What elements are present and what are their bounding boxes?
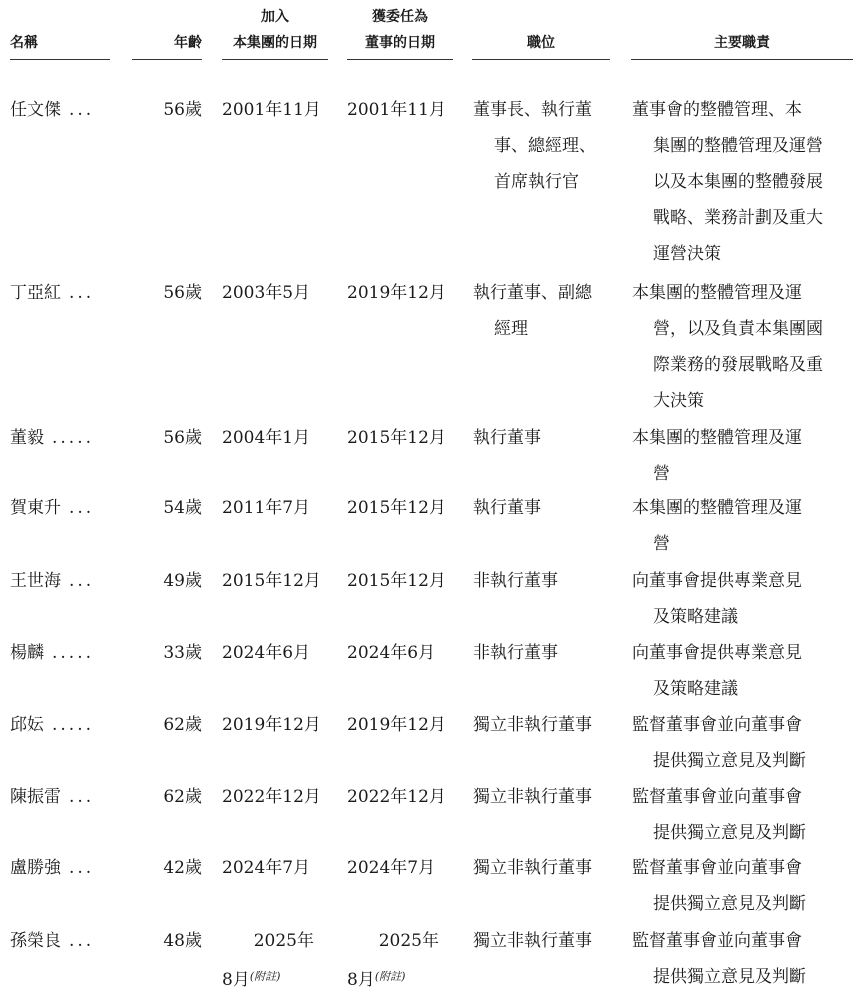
leader-dots: ..... [52, 643, 95, 663]
duties-line: 提供獨立意見及判斷 [653, 823, 806, 843]
director-name-cell [10, 635, 120, 671]
position-line: 獨立非執行董事 [473, 787, 592, 807]
duties-line: 監督董事會並向董事會 [632, 787, 802, 807]
position-line: 執行董事 [473, 428, 541, 448]
header-join-line2: 本集團的日期 [233, 35, 317, 51]
join-date: 2022年12月 [222, 787, 321, 807]
join-date: 2004年1月 [222, 428, 311, 448]
header-join-rule [222, 59, 328, 60]
position-cell [473, 420, 618, 456]
director-name-cell [10, 490, 120, 526]
header-join-line1: 加入 [261, 9, 289, 25]
duties-cell [632, 923, 854, 995]
position-cell [473, 275, 618, 347]
appoint-date [347, 923, 453, 998]
duties-cell [632, 707, 854, 779]
position-cell [473, 850, 618, 886]
appoint-date: 2019年12月 [347, 715, 446, 735]
duties-cell [632, 850, 854, 922]
director-name: 王世海 [10, 571, 61, 591]
director-name: 楊麟 [10, 643, 44, 663]
header-appoint-line1: 獲委任為 [372, 9, 428, 25]
director-name-cell [10, 420, 120, 456]
duties-line: 向董事會提供專業意見 [632, 571, 802, 591]
header-position-rule [472, 59, 610, 60]
join-date-year: 2025年 [253, 931, 314, 951]
note-marker: (附註) [374, 970, 406, 983]
director-age: 33歲 [163, 643, 202, 663]
duties-line: 及策略建議 [653, 607, 738, 627]
duties-line: 營，以及負責本集團國 [653, 319, 823, 339]
header-name-rule [10, 59, 110, 60]
join-date-month-text: 8月 [222, 970, 250, 990]
note-marker: (附註) [249, 970, 281, 983]
header-age-label: 年齡 [174, 35, 202, 51]
duties-line: 戰略、業務計劃及重大 [653, 208, 823, 228]
director-name-cell [10, 923, 120, 959]
duties-line: 監督董事會並向董事會 [632, 715, 802, 735]
header-duties [631, 30, 853, 56]
position-line: 執行董事、副總 [473, 283, 592, 303]
position-line: 執行董事 [473, 498, 541, 518]
position-line: 事、總經理、 [494, 136, 596, 156]
appoint-date: 2024年6月 [347, 643, 436, 663]
director-name: 陳振雷 [10, 787, 61, 807]
position-line: 獨立非執行董事 [473, 715, 592, 735]
duties-line: 提供獨立意見及判斷 [653, 751, 806, 771]
duties-line: 董事會的整體管理、本 [632, 100, 802, 120]
join-date: 2024年7月 [222, 858, 311, 878]
director-name-cell [10, 779, 120, 815]
join-date [222, 923, 328, 998]
header-name [10, 30, 110, 56]
position-cell [473, 92, 618, 200]
director-age: 62歲 [163, 787, 202, 807]
duties-line: 提供獨立意見及判斷 [653, 967, 806, 987]
header-age-rule [132, 59, 202, 60]
duties-line: 監督董事會並向董事會 [632, 931, 802, 951]
join-date: 2024年6月 [222, 643, 311, 663]
appoint-date: 2015年12月 [347, 428, 446, 448]
position-line: 首席執行官 [494, 172, 579, 192]
duties-cell [632, 275, 854, 419]
position-cell [473, 635, 618, 671]
position-cell [473, 923, 618, 959]
director-name-cell [10, 707, 120, 743]
director-age: 56歲 [163, 100, 202, 120]
duties-line: 及策略建議 [653, 679, 738, 699]
duties-cell [632, 490, 854, 562]
duties-cell [632, 563, 854, 635]
join-date: 2011年7月 [222, 498, 311, 518]
leader-dots: ..... [52, 715, 95, 735]
director-name-cell [10, 850, 120, 886]
director-name-cell [10, 563, 120, 599]
director-name: 孫榮良 [10, 931, 61, 951]
leader-dots: ... [69, 858, 95, 878]
duties-line: 大決策 [653, 391, 704, 411]
duties-line: 提供獨立意見及判斷 [653, 894, 806, 914]
position-cell [473, 779, 618, 815]
director-age: 49歲 [163, 571, 202, 591]
duties-line: 向董事會提供專業意見 [632, 643, 802, 663]
duties-cell [632, 635, 854, 707]
header-age [132, 30, 202, 56]
duties-line: 監督董事會並向董事會 [632, 858, 802, 878]
header-appoint-line2: 董事的日期 [365, 35, 435, 51]
director-name: 董毅 [10, 428, 44, 448]
position-line: 非執行董事 [473, 571, 558, 591]
position-line: 獨立非執行董事 [473, 858, 592, 878]
duties-line: 本集團的整體管理及運 [632, 428, 802, 448]
appoint-date: 2001年11月 [347, 100, 446, 120]
director-age: 56歲 [163, 283, 202, 303]
director-name-cell [10, 275, 120, 311]
leader-dots: ... [69, 283, 95, 303]
director-name-cell [10, 92, 120, 128]
leader-dots: ... [69, 787, 95, 807]
header-duties-rule [631, 59, 853, 60]
duties-line: 本集團的整體管理及運 [632, 283, 802, 303]
leader-dots: ... [69, 100, 95, 120]
duties-line: 際業務的發展戰略及重 [653, 355, 823, 375]
duties-line: 集團的整體管理及運營 [653, 136, 823, 156]
duties-line: 以及本集團的整體發展 [653, 172, 823, 192]
position-cell [473, 707, 618, 743]
duties-cell [632, 92, 854, 272]
director-name: 邱妘 [10, 715, 44, 735]
header-join-date [222, 4, 328, 56]
director-name: 任文傑 [10, 100, 61, 120]
join-date: 2019年12月 [222, 715, 321, 735]
appoint-date-year: 2025年 [378, 931, 439, 951]
header-name-label: 名稱 [10, 35, 38, 51]
duties-cell [632, 779, 854, 851]
position-line: 經理 [494, 319, 528, 339]
join-date: 2015年12月 [222, 571, 321, 591]
duties-line: 本集團的整體管理及運 [632, 498, 802, 518]
leader-dots: ..... [52, 428, 95, 448]
director-age: 42歲 [163, 858, 202, 878]
position-line: 非執行董事 [473, 643, 558, 663]
appoint-date: 2022年12月 [347, 787, 446, 807]
position-line: 董事長、執行董 [473, 100, 592, 120]
duties-line: 營 [653, 464, 670, 484]
header-duties-label: 主要職責 [714, 35, 770, 51]
duties-line: 營 [653, 534, 670, 554]
position-cell [473, 563, 618, 599]
duties-cell [632, 420, 854, 492]
leader-dots: ... [69, 571, 95, 591]
director-age: 56歲 [163, 428, 202, 448]
appoint-date-month [347, 959, 453, 998]
director-name: 賀東升 [10, 498, 61, 518]
leader-dots: ... [69, 931, 95, 951]
header-position [472, 30, 610, 56]
join-date-month [222, 959, 328, 998]
appoint-date-month-text: 8月 [347, 970, 375, 990]
appoint-date: 2024年7月 [347, 858, 436, 878]
director-age: 62歲 [163, 715, 202, 735]
appoint-date: 2015年12月 [347, 571, 446, 591]
duties-line: 運營決策 [653, 244, 721, 264]
join-date: 2001年11月 [222, 100, 321, 120]
appoint-date: 2015年12月 [347, 498, 446, 518]
position-cell [473, 490, 618, 526]
director-age: 48歲 [163, 931, 202, 951]
position-line: 獨立非執行董事 [473, 931, 592, 951]
header-position-label: 職位 [527, 35, 555, 51]
leader-dots: ... [69, 498, 95, 518]
join-date: 2003年5月 [222, 283, 311, 303]
director-name: 盧勝強 [10, 858, 61, 878]
director-name: 丁亞紅 [10, 283, 61, 303]
header-appoint-date [347, 4, 453, 56]
header-appoint-rule [347, 59, 453, 60]
appoint-date: 2019年12月 [347, 283, 446, 303]
director-age: 54歲 [163, 498, 202, 518]
